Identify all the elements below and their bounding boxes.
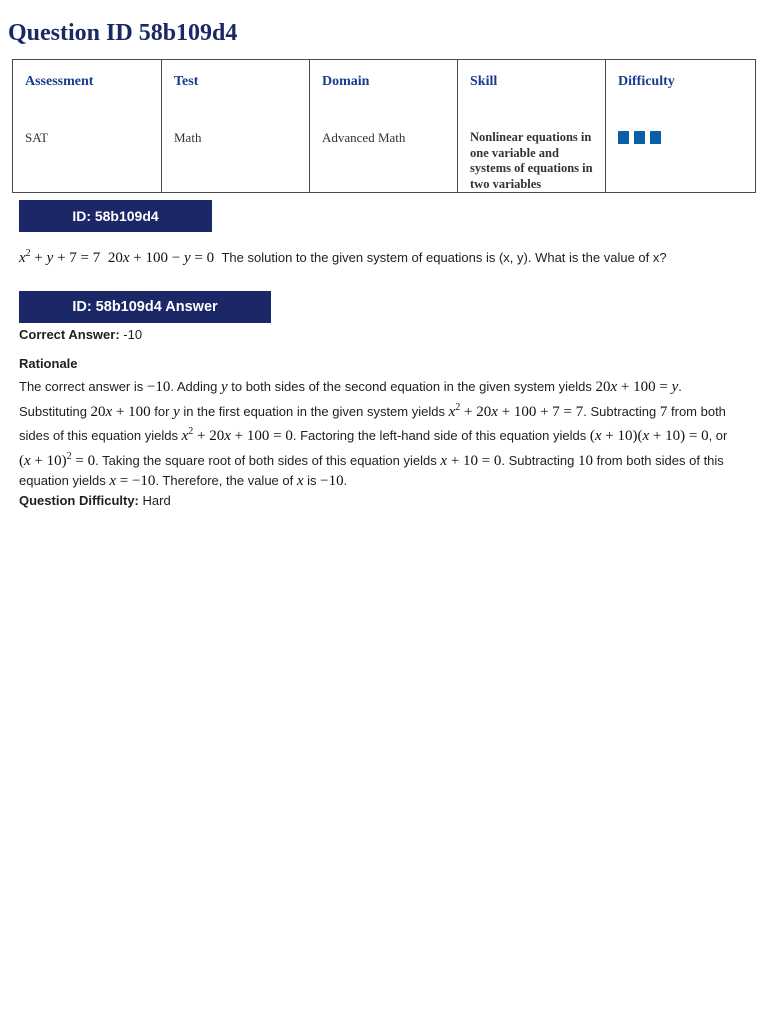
difficulty-value — [606, 108, 756, 193]
metadata-value-row — [13, 108, 756, 193]
difficulty-indicator — [618, 131, 743, 144]
question-id-banner: ID: 58b109d4 — [19, 200, 212, 232]
answer-id-banner: ID: 58b109d4 Answer — [19, 291, 271, 323]
skill-value: Nonlinear equations in one variable and systems of equations in two variables — [458, 108, 606, 193]
difficulty-bar — [618, 131, 629, 144]
test-value: Math — [162, 108, 310, 193]
correct-answer-label: Correct Answer: — [19, 327, 120, 342]
rationale-text: The correct answer is −10. Adding y to both sides of the second equation in the given system yields 20x + 100 = y. Substituting 20x + 100 for y in the first equation in the given system yields $x^2 + 20x + 100 + 7 = 7$. Subtracting 7 from both sides of this equation yields $x^2 + 20x + 100 = 0$. Factoring the left-hand side of this equation yields (x + 10)(x + 10) = 0, or $(x + 10)^2 = 0$. Taking the square root of both sides of this equation yields x + 10 = 0. Subtracting 10 from both sides of this equation yields x = −10. Therefore, the value of x is −10. — [19, 379, 728, 489]
correct-answer — [19, 327, 142, 342]
question-metadata-table — [12, 59, 756, 193]
equation-1: $x^2 + y + 7 = 7$ — [19, 248, 101, 266]
question-stem — [19, 248, 754, 267]
correct-answer-value: -10 — [123, 327, 143, 342]
test-header: Test — [162, 60, 310, 109]
metadata-header-row — [13, 60, 756, 109]
skill-header: Skill — [458, 60, 606, 109]
question-difficulty — [19, 493, 171, 508]
page-title: Question ID 58b109d4 — [8, 20, 238, 46]
difficulty-bar — [634, 131, 645, 144]
difficulty-header: Difficulty — [606, 60, 756, 109]
domain-value: Advanced Math — [310, 108, 458, 193]
assessment-header: Assessment — [13, 60, 162, 109]
equation-2: 20x + 100 − y = 0 — [107, 250, 215, 266]
assessment-value: SAT — [13, 108, 162, 193]
question-difficulty-value: Hard — [142, 493, 171, 508]
question-difficulty-label: Question Difficulty: — [19, 493, 139, 508]
difficulty-bar — [650, 131, 661, 144]
rationale-heading: Rationale — [19, 356, 78, 371]
question-text: The solution to the given system of equations is (x, y). What is the value of x? — [221, 250, 667, 265]
domain-header: Domain — [310, 60, 458, 109]
